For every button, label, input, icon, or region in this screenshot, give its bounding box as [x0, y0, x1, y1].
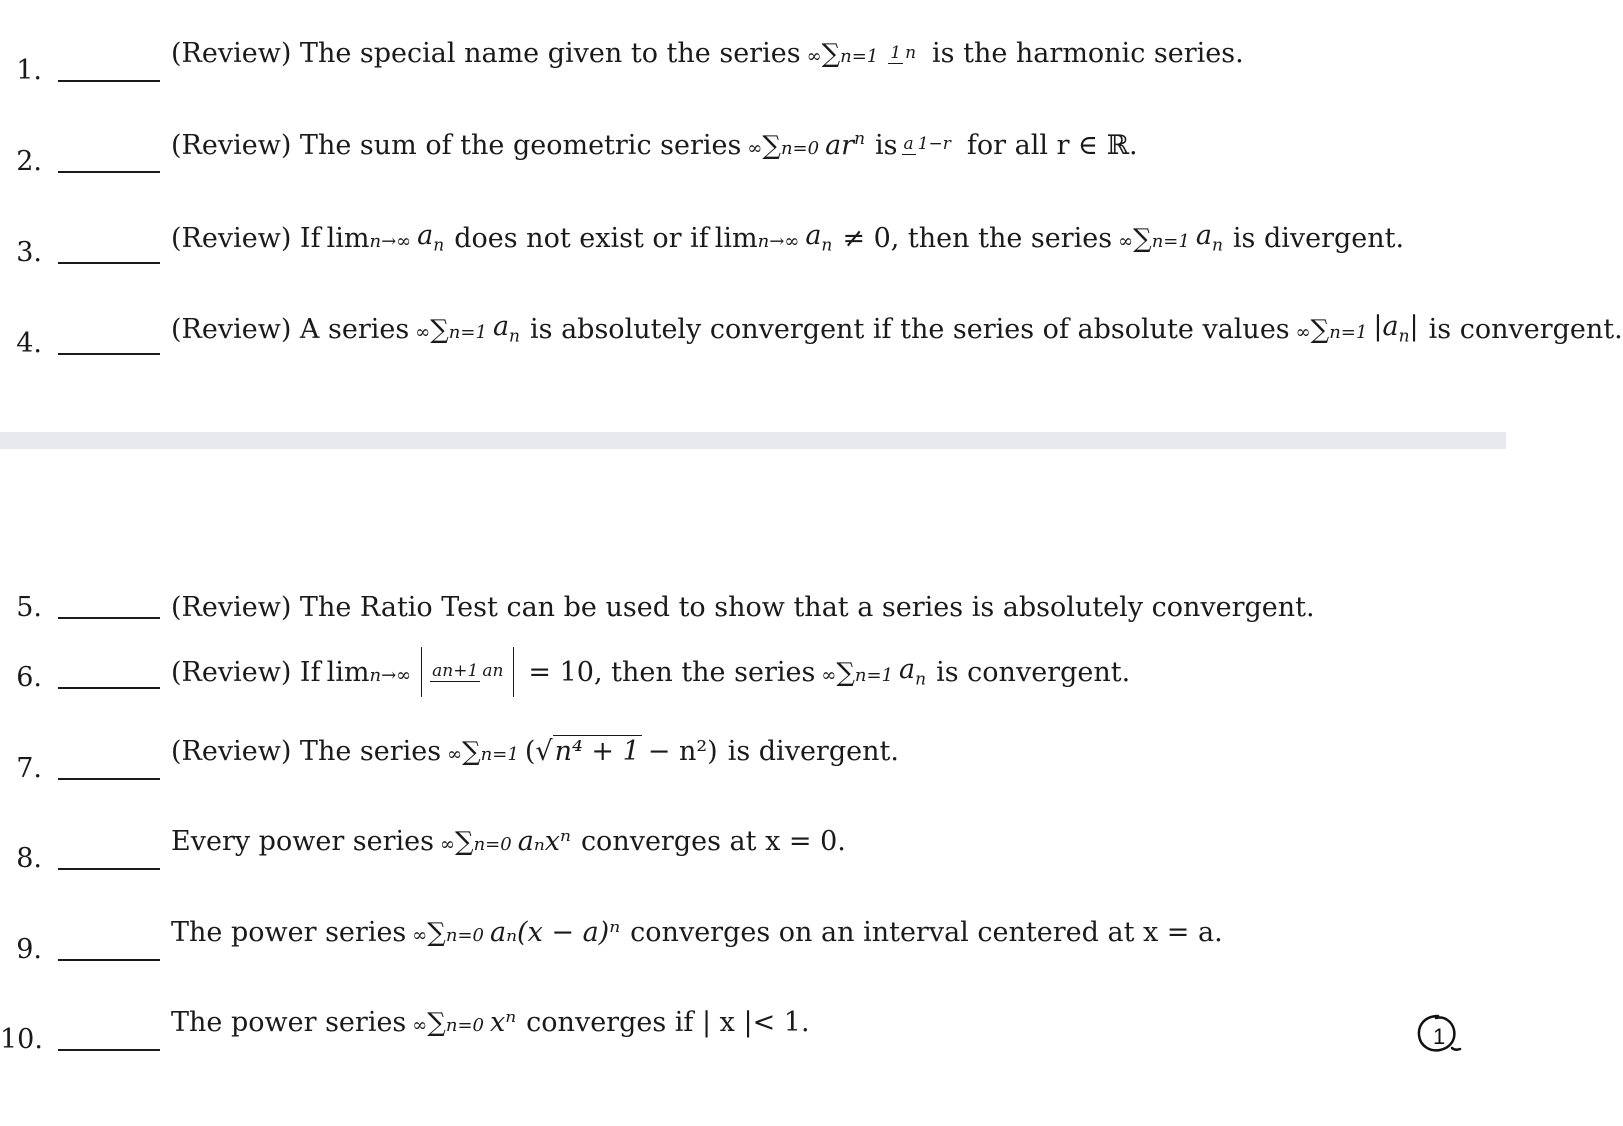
page-divider [0, 432, 1506, 449]
question-number: 10. [0, 1024, 43, 1055]
question-statement: (Review) The Ratio Test can be used to show that a series is absolutely convergent. [171, 592, 1315, 623]
limit: limn→∞ [326, 656, 412, 688]
question-statement: (Review) If limn→∞ $a_n$ does not exist or if limn→∞ $a_n$ ≠ 0, then the series ∞∑n=1 $a_n$ is divergent. [171, 220, 1405, 256]
question-statement: (Review) If limn→∞ an+1 an = 10, then the series ∞∑n=1 $a_n$ is convergent. [171, 647, 1130, 697]
question-statement: (Review) A series ∞∑n=1 $a_n$ is absolutely convergent if the series of absolute values ∞∑n=1 $|a_n|$ is convergent. [171, 311, 1623, 347]
summation: ∞∑n=1 [821, 657, 894, 688]
question-number: 3. [16, 237, 42, 268]
answer-blank[interactable] [58, 617, 160, 619]
summation: ∞∑n=1 [806, 39, 879, 69]
question-number: 5. [16, 592, 42, 623]
summation: ∞∑n=1 [415, 314, 487, 345]
answer-blank[interactable] [58, 959, 160, 961]
answer-blank[interactable] [58, 171, 160, 173]
question-number: 9. [16, 934, 42, 965]
summation: ∞∑n=0 [412, 918, 484, 948]
question-number: 8. [16, 843, 42, 874]
answer-blank[interactable] [58, 868, 160, 870]
handwritten-circled-number [1414, 1010, 1462, 1056]
question-statement: The power series ∞∑n=0 aₙ(x − a)ⁿ converges on an interval centered at x = a. [171, 917, 1223, 948]
summation: ∞∑n=1 [1118, 223, 1190, 254]
answer-blank[interactable] [58, 687, 160, 689]
fraction: 1 n [890, 42, 917, 63]
question-statement: (Review) The sum of the geometric series ∞∑n=0 $ar^n$ is a 1−r for all r ∈ ℝ. [171, 129, 1138, 161]
summation: ∞∑n=0 [412, 1008, 484, 1038]
summation: ∞∑n=0 [747, 130, 820, 161]
question-10 [0, 1007, 1506, 1126]
question-number: 1. [16, 55, 42, 86]
svg-text:1: 1 [1433, 1024, 1446, 1049]
question-statement: Every power series ∞∑n=0 aₙxⁿ converges at x = 0. [171, 826, 846, 857]
question-statement: (Review) The special name given to the series ∞∑n=1 1 n is the harmonic series. [171, 38, 1244, 69]
answer-blank[interactable] [58, 1049, 160, 1051]
fraction: a 1−r [903, 134, 951, 155]
question-number: 4. [16, 328, 42, 359]
question-number: 2. [16, 146, 42, 177]
answer-blank[interactable] [58, 778, 160, 780]
summation: ∞∑n=1 [1295, 314, 1368, 345]
fraction: an+1 an [432, 661, 504, 682]
question-statement: The power series ∞∑n=0 xⁿ converges if | x |< 1. [171, 1007, 810, 1038]
answer-blank[interactable] [58, 262, 160, 264]
question-number: 7. [16, 753, 42, 784]
question-statement: (Review) The series ∞∑n=1 (√n⁴ + 1 − n²) is divergent. [171, 736, 899, 767]
question-4 [0, 311, 1623, 430]
answer-blank[interactable] [58, 353, 160, 355]
summation: ∞∑n=0 [440, 827, 512, 857]
answer-blank[interactable] [58, 80, 160, 82]
limit: limn→∞ [714, 222, 800, 254]
question-number: 6. [16, 662, 42, 693]
summation: ∞∑n=1 [447, 737, 519, 767]
limit: limn→∞ [326, 222, 412, 254]
